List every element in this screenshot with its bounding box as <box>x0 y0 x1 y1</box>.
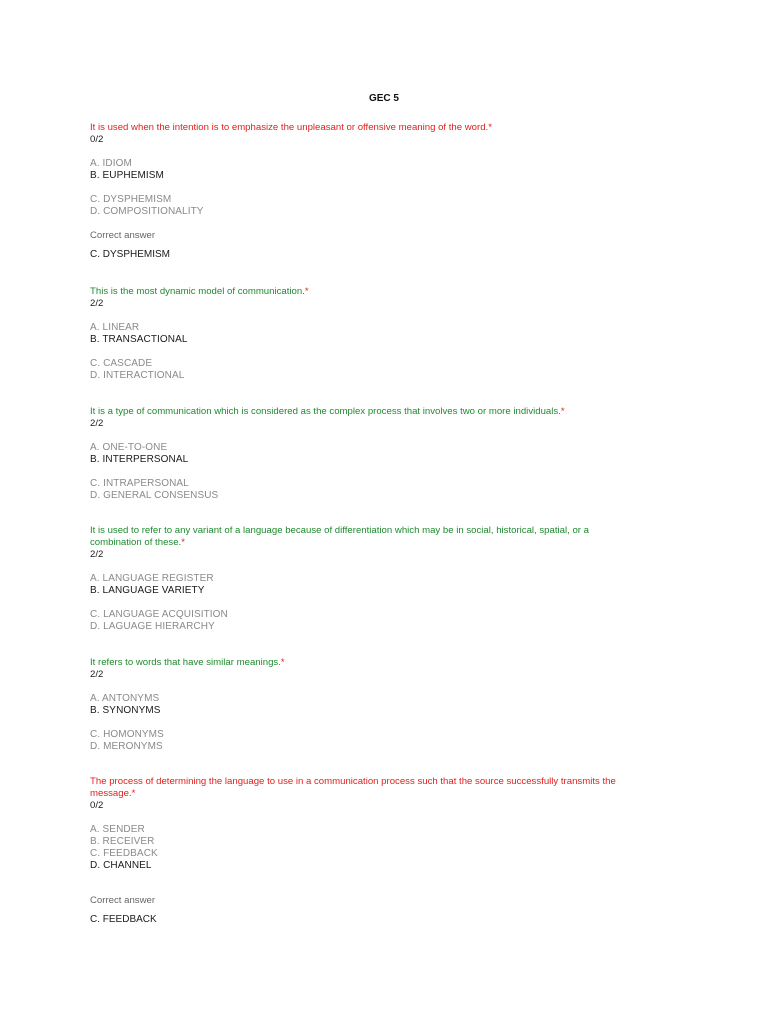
correct-answer-value: C. FEEDBACK <box>90 914 157 925</box>
required-asterisk: * <box>488 122 492 133</box>
question-text-line-2: combination of these. <box>90 537 182 548</box>
question-text: It refers to words that have similar meanings.* <box>90 657 285 668</box>
option-c: C. CASCADE <box>90 358 153 369</box>
question-score: 0/2 <box>90 800 104 811</box>
option-a: A. ONE-TO-ONE <box>90 442 168 453</box>
question-score: 0/2 <box>90 134 104 145</box>
option-c: C. DYSPHEMISM <box>90 194 172 205</box>
question-score: 2/2 <box>90 669 104 680</box>
option-a: A. LANGUAGE REGISTER <box>90 573 214 584</box>
option-b-selected: B. TRANSACTIONAL <box>90 334 188 345</box>
option-d: D. COMPOSITIONALITY <box>90 206 204 217</box>
option-c: C. INTRAPERSONAL <box>90 478 189 489</box>
option-c: C. LANGUAGE ACQUISITION <box>90 609 228 620</box>
option-d: D. MERONYMS <box>90 741 163 752</box>
question-text: This is the most dynamic model of communication.* <box>90 286 309 297</box>
question-text <box>90 525 680 549</box>
required-asterisk: * <box>181 537 185 548</box>
option-a: A. LINEAR <box>90 322 140 333</box>
question-1 <box>90 122 680 261</box>
option-b: B. RECEIVER <box>90 836 155 847</box>
option-c: C. FEEDBACK <box>90 848 158 859</box>
required-asterisk: * <box>304 286 309 297</box>
question-5 <box>90 657 680 753</box>
page-title: GEC 5 <box>368 93 399 104</box>
question-text-line-1: It is used to refer to any variant of a language because of differentiation which may be in social, historical, spatial, or a <box>90 525 589 536</box>
question-score: 2/2 <box>90 298 104 309</box>
question-score: 2/2 <box>90 418 104 429</box>
question-score: 2/2 <box>90 549 104 560</box>
option-d: D. LAGUAGE HIERARCHY <box>90 621 215 632</box>
correct-answer-label: Correct answer <box>90 895 156 906</box>
question-text-line-1: The process of determining the language to use in a communication process such that the source successfully transmits the <box>90 776 616 787</box>
option-d-selected: D. CHANNEL <box>90 860 152 871</box>
option-b-selected: B. LANGUAGE VARIETY <box>90 585 205 596</box>
option-d: D. INTERACTIONAL <box>90 370 185 381</box>
question-text: It is used when the intention is to emphasize the unpleasant or offensive meaning of the word.* <box>90 122 492 133</box>
question-text-line-2: message. <box>90 788 132 799</box>
option-a: A. SENDER <box>90 824 145 835</box>
correct-answer-value: C. DYSPHEMISM <box>90 249 171 260</box>
required-asterisk: * <box>280 657 285 668</box>
option-b-selected: B. EUPHEMISM <box>90 170 164 181</box>
option-b-selected: B. INTERPERSONAL <box>90 454 189 465</box>
option-a: A. IDIOM <box>90 158 132 169</box>
question-4 <box>90 525 680 633</box>
required-asterisk: * <box>560 406 565 417</box>
option-d: D. GENERAL CONSENSUS <box>90 490 219 501</box>
option-a: A. ANTONYMS <box>90 693 160 704</box>
question-text: It is a type of communication which is considered as the complex process that involves two or more individuals.* <box>90 406 565 417</box>
question-3 <box>90 406 680 502</box>
question-6 <box>90 776 680 926</box>
question-text <box>90 776 680 800</box>
option-c: C. HOMONYMS <box>90 729 164 740</box>
question-2 <box>90 286 680 382</box>
correct-answer-label: Correct answer <box>90 230 156 241</box>
option-b-selected: B. SYNONYMS <box>90 705 161 716</box>
required-asterisk: * <box>131 788 136 799</box>
